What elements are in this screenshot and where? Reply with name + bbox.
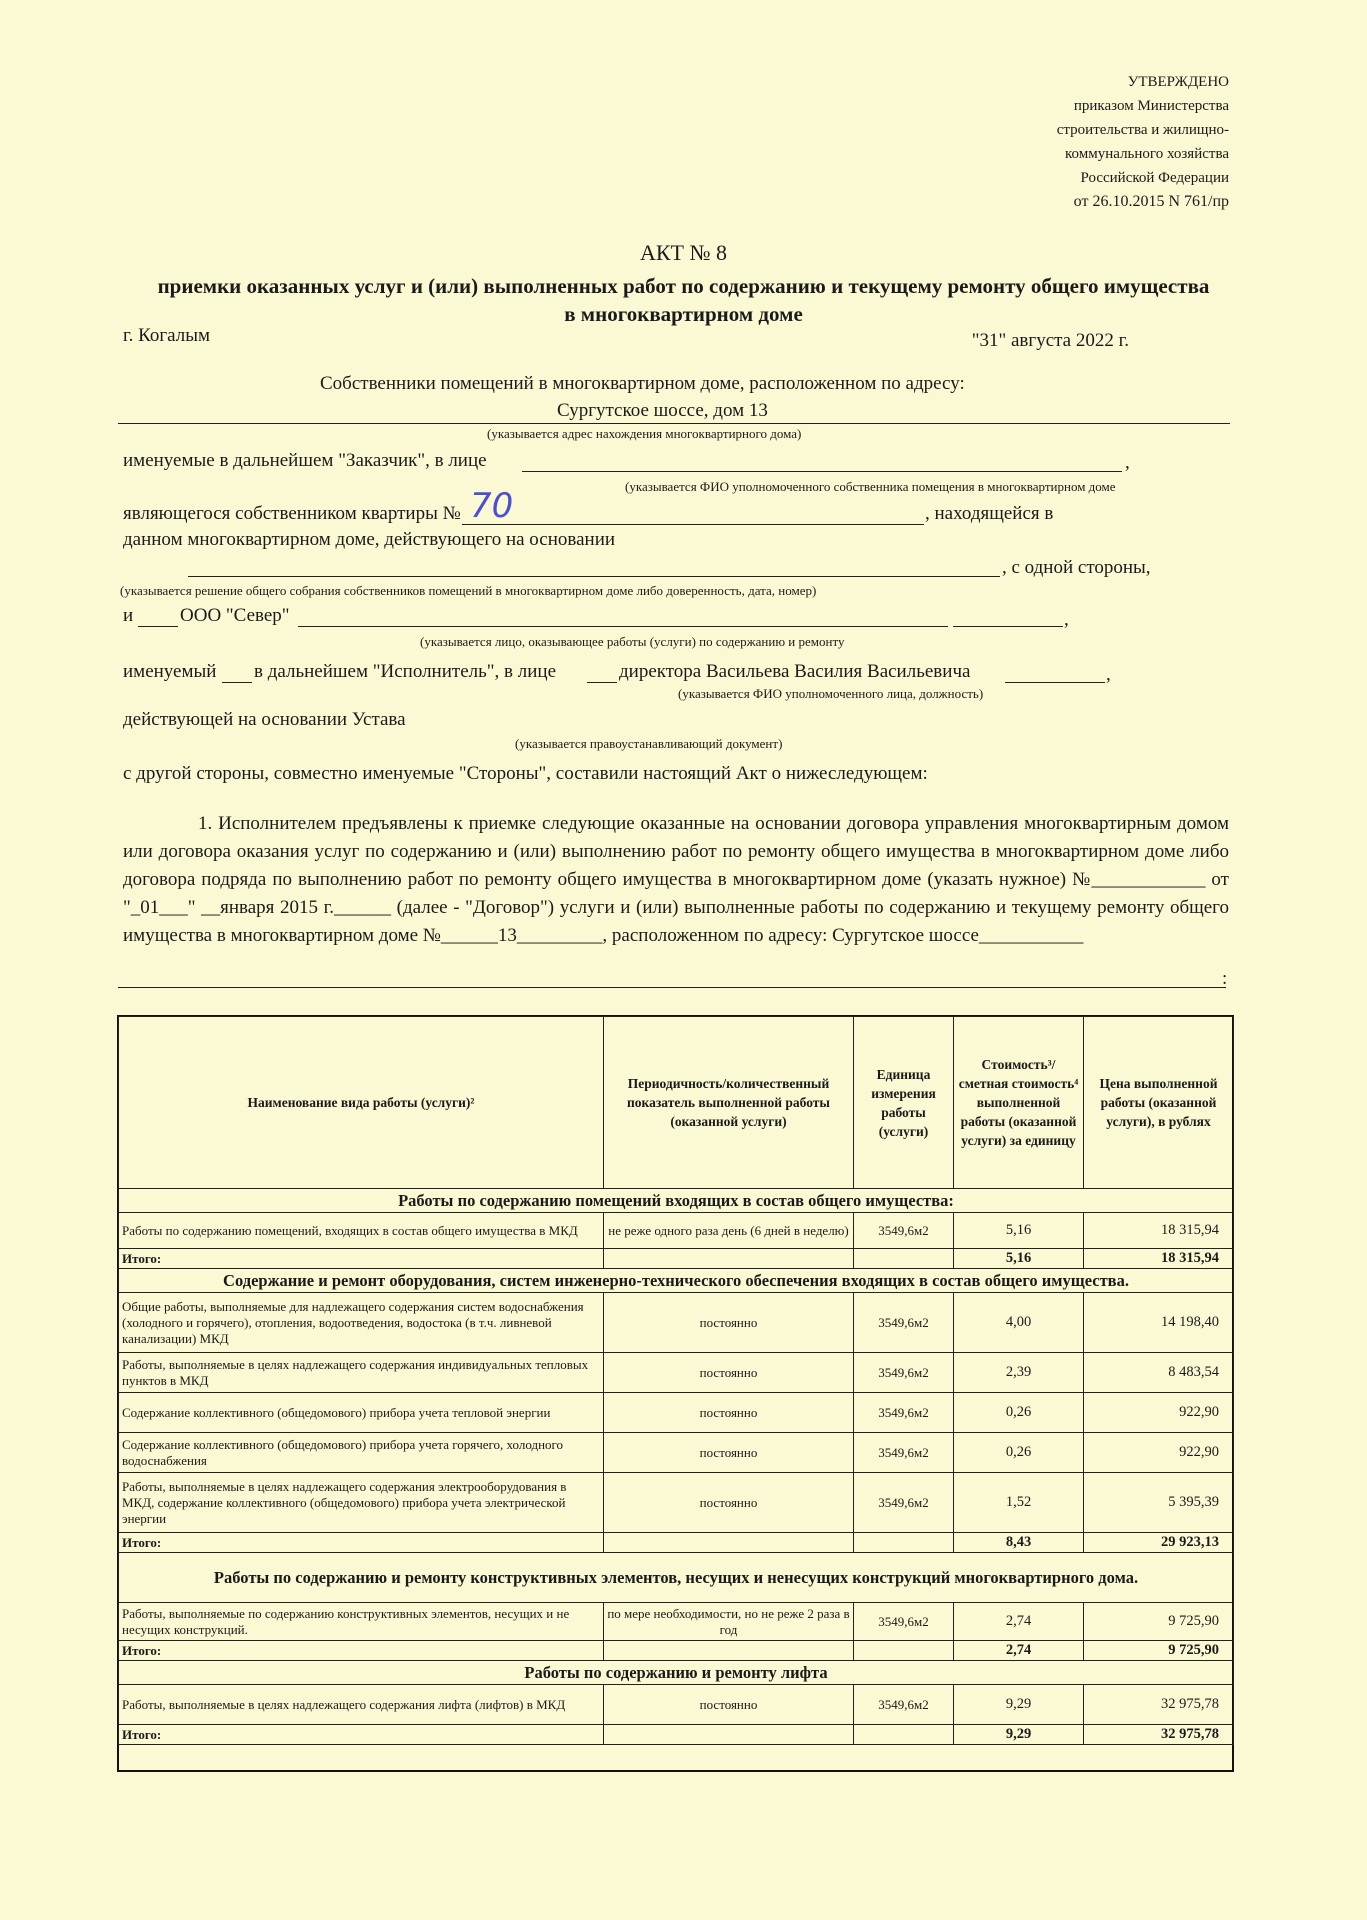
section-title: Содержание и ремонт оборудования, систем инженерно-технического обеспечения входящих в состав общего имущества. xyxy=(119,1269,1234,1293)
table-row xyxy=(119,1353,1234,1393)
section-title: Работы по содержанию помещений входящих в состав общего имущества: xyxy=(119,1189,1234,1213)
total-label: Итого: xyxy=(119,1533,604,1553)
header-period: Периодичность/количественный показатель выполненной работы (оказанной услуги) xyxy=(604,1017,854,1189)
total-cost: 2,74 xyxy=(954,1641,1084,1661)
customer-line: именуемые в дальнейшем "Заказчик", в лице xyxy=(123,450,487,471)
executor-mid: в дальнейшем "Исполнитель", в лице xyxy=(254,661,556,682)
address-value: Сургутское шоссе, дом 13 xyxy=(557,400,768,421)
works-table xyxy=(118,1016,1234,1745)
basis-hint: (указывается правоустанавливающий документ) xyxy=(515,736,783,751)
owner-flat-line: являющегося собственником квартиры № xyxy=(123,503,461,524)
row-unit: 3549,6м2 xyxy=(854,1685,954,1725)
row-name: Общие работы, выполняемые для надлежащего содержания систем водоснабжения (холодного и горячего), отопления, водоотведения, водостока (в т.ч. ливневой канализации) МКД xyxy=(119,1293,604,1353)
approval-line: приказом Министерства xyxy=(1073,98,1229,114)
row-price: 32 975,78 xyxy=(1084,1685,1234,1725)
total-price: 18 315,94 xyxy=(1084,1249,1234,1269)
row-period: не реже одного раза день (6 дней в неделю) xyxy=(604,1213,854,1249)
section-title-row xyxy=(119,1189,1234,1213)
total-row xyxy=(119,1641,1234,1661)
customer-hint: (указывается ФИО уполномоченного собственника помещения в многоквартирном доме xyxy=(625,479,1116,494)
row-price: 8 483,54 xyxy=(1084,1353,1234,1393)
act-city: г. Когалым xyxy=(123,325,211,346)
row-cost: 1,52 xyxy=(954,1473,1084,1533)
comma: , xyxy=(1125,452,1130,473)
row-price: 922,90 xyxy=(1084,1433,1234,1473)
row-price: 9 725,90 xyxy=(1084,1603,1234,1641)
row-period: постоянно xyxy=(604,1433,854,1473)
row-unit: 3549,6м2 xyxy=(854,1213,954,1249)
row-cost: 5,16 xyxy=(954,1213,1084,1249)
executor-rule-3 xyxy=(1005,682,1105,683)
row-period: постоянно xyxy=(604,1393,854,1433)
table-row xyxy=(119,1213,1234,1249)
row-cost: 2,74 xyxy=(954,1603,1084,1641)
row-unit: 3549,6м2 xyxy=(854,1393,954,1433)
executor-hint: (указывается ФИО уполномоченного лица, должность) xyxy=(678,686,984,701)
contractor-hint: (указывается лицо, оказывающее работы (услуги) по содержанию и ремонту xyxy=(420,634,845,649)
total-price: 9 725,90 xyxy=(1084,1641,1234,1661)
comma: , xyxy=(1064,609,1069,630)
row-unit: 3549,6м2 xyxy=(854,1353,954,1393)
row-name: Содержание коллективного (общедомового) прибора учета тепловой энергии xyxy=(119,1393,604,1433)
row-price: 5 395,39 xyxy=(1084,1473,1234,1533)
decision-hint: (указывается решение общего собрания собственников помещений в многоквартирном доме либо доверенность, дата, номер) xyxy=(120,583,817,598)
row-price: 922,90 xyxy=(1084,1393,1234,1433)
section-title-row xyxy=(119,1661,1234,1685)
row-name: Работы, выполняемые в целях надлежащего содержания индивидуальных тепловых пунктов в МКД xyxy=(119,1353,604,1393)
row-cost: 0,26 xyxy=(954,1433,1084,1473)
total-label: Итого: xyxy=(119,1641,604,1661)
paragraph-rule xyxy=(118,987,1226,988)
section-title: Работы по содержанию и ремонту конструктивных элементов, несущих и ненесущих конструкций многоквартирного дома. xyxy=(119,1553,1234,1603)
row-unit: 3549,6м2 xyxy=(854,1473,954,1533)
approval-line: от 26.10.2015 N 761/пр xyxy=(1073,193,1229,210)
header-cost: Стоимость³/сметная стоимость⁴ выполненной работы (оказанной услуги) за единицу xyxy=(954,1017,1084,1189)
total-price: 32 975,78 xyxy=(1084,1725,1234,1745)
row-cost: 9,29 xyxy=(954,1685,1084,1725)
in-house-line: данном многоквартирном доме, действующего на основании xyxy=(123,529,616,550)
total-row xyxy=(119,1725,1234,1745)
and-label: и xyxy=(123,605,134,626)
row-price: 14 198,40 xyxy=(1084,1293,1234,1353)
row-period: постоянно xyxy=(604,1685,854,1725)
address-rule xyxy=(118,423,1230,424)
table-row xyxy=(119,1293,1234,1353)
row-name: Работы, выполняемые по содержанию конструктивных элементов, несущих и не несущих конструкций. xyxy=(119,1603,604,1641)
row-period: постоянно xyxy=(604,1473,854,1533)
owners-line: Собственники помещений в многоквартирном доме, расположенном по адресу: xyxy=(320,373,965,394)
total-row xyxy=(119,1249,1234,1269)
executor-rule-2 xyxy=(587,682,617,683)
table-row xyxy=(119,1685,1234,1725)
total-price: 29 923,13 xyxy=(1084,1533,1234,1553)
row-period: постоянно xyxy=(604,1353,854,1393)
table-row xyxy=(119,1603,1234,1641)
row-period: постоянно xyxy=(604,1293,854,1353)
table-row xyxy=(119,1433,1234,1473)
row-unit: 3549,6м2 xyxy=(854,1433,954,1473)
approval-line: Российской Федерации xyxy=(1080,170,1229,186)
section-title-row xyxy=(119,1269,1234,1293)
flat-number-handwritten: 70 xyxy=(470,486,514,526)
header-name: Наименование вида работы (услуги)² xyxy=(119,1017,604,1189)
act-date: "31" августа 2022 г. xyxy=(971,330,1129,351)
total-cost: 8,43 xyxy=(954,1533,1084,1553)
row-cost: 4,00 xyxy=(954,1293,1084,1353)
other-side-line: с другой стороны, совместно именуемые "Стороны", составили настоящий Акт о нижеследующем: xyxy=(123,763,928,784)
table-header-row xyxy=(119,1017,1234,1189)
basis-line: действующей на основании Устава xyxy=(123,709,406,730)
one-side-line: , с одной стороны, xyxy=(1002,557,1151,578)
row-period: по мере необходимости, но не реже 2 раза в год xyxy=(604,1603,854,1641)
total-cost: 9,29 xyxy=(954,1725,1084,1745)
colon: : xyxy=(1222,968,1228,989)
flat-rule xyxy=(462,524,924,525)
contractor-name: ООО "Север" xyxy=(180,605,290,626)
approval-line: УТВЕРЖДЕНО xyxy=(1127,74,1229,90)
section-title: Работы по содержанию и ремонту лифта xyxy=(119,1661,1234,1685)
executor-rule-1 xyxy=(222,682,252,683)
executor-name: директора Васильева Василия Васильевича xyxy=(619,661,971,682)
contractor-rule xyxy=(298,626,948,627)
row-name: Работы, выполняемые в целях надлежащего содержания лифта (лифтов) в МКД xyxy=(119,1685,604,1725)
table-row xyxy=(119,1393,1234,1433)
row-name: Работы, выполняемые в целях надлежащего содержания электрооборудования в МКД, содержание коллективного (общедомового) прибора учета электрической энергии xyxy=(119,1473,604,1533)
address-hint: (указывается адрес нахождения многоквартирного дома) xyxy=(487,426,802,441)
row-unit: 3549,6м2 xyxy=(854,1603,954,1641)
act-subtitle: приемки оказанных услуг и (или) выполненных работ по содержанию и текущему ремонту общего имущества в многоквартирном доме xyxy=(157,274,1210,326)
row-name: Работы по содержанию помещений, входящих в состав общего имущества в МКД xyxy=(119,1213,604,1249)
row-price: 18 315,94 xyxy=(1084,1213,1234,1249)
contractor-rule-2 xyxy=(953,626,1063,627)
approval-line: строительства и жилищно- xyxy=(1056,122,1229,138)
act-number: АКТ № 8 xyxy=(640,240,727,265)
paragraph-1 xyxy=(123,810,1229,950)
row-unit: 3549,6м2 xyxy=(854,1293,954,1353)
customer-rule xyxy=(522,471,1122,472)
total-row xyxy=(119,1533,1234,1553)
row-cost: 0,26 xyxy=(954,1393,1084,1433)
total-label: Итого: xyxy=(119,1725,604,1745)
paragraph-text: 1. Исполнителем предъявлены к приемке следующие оказанные на основании договора управления многоквартирным домом или договора оказания услуг по содержанию и (или) выполнению работ по ремонту общего имущества в многоквартирном доме либо договора подряда по выполнению работ по ремонту общего имущества в многоквартирном доме (указать нужное) №____________ от "_01___" __января 2015 г.______ (далее - "Договор") услуги и (или) выполненные работы по содержанию и текущему ремонту общего имущества в многоквартирном доме №______13_________, расположенном по адресу: Сургутское шоссе___________ xyxy=(123,813,1229,946)
header-unit: Единица измерения работы (услуги) xyxy=(854,1017,954,1189)
and-rule xyxy=(138,626,178,627)
table-row xyxy=(119,1473,1234,1533)
approval-block xyxy=(1057,70,1229,214)
total-label: Итого: xyxy=(119,1249,604,1269)
row-cost: 2,39 xyxy=(954,1353,1084,1393)
comma: , xyxy=(1106,664,1111,685)
decision-rule xyxy=(188,576,1000,577)
row-name: Содержание коллективного (общедомового) прибора учета горячего, холодного водоснабжения xyxy=(119,1433,604,1473)
section-title-row xyxy=(119,1553,1234,1603)
executor-pre: именуемый xyxy=(123,661,217,682)
approval-line: коммунального хозяйства xyxy=(1065,146,1229,162)
total-cost: 5,16 xyxy=(954,1249,1084,1269)
located-line: , находящейся в xyxy=(925,503,1054,524)
header-price: Цена выполненной работы (оказанной услуги), в рублях xyxy=(1084,1017,1234,1189)
